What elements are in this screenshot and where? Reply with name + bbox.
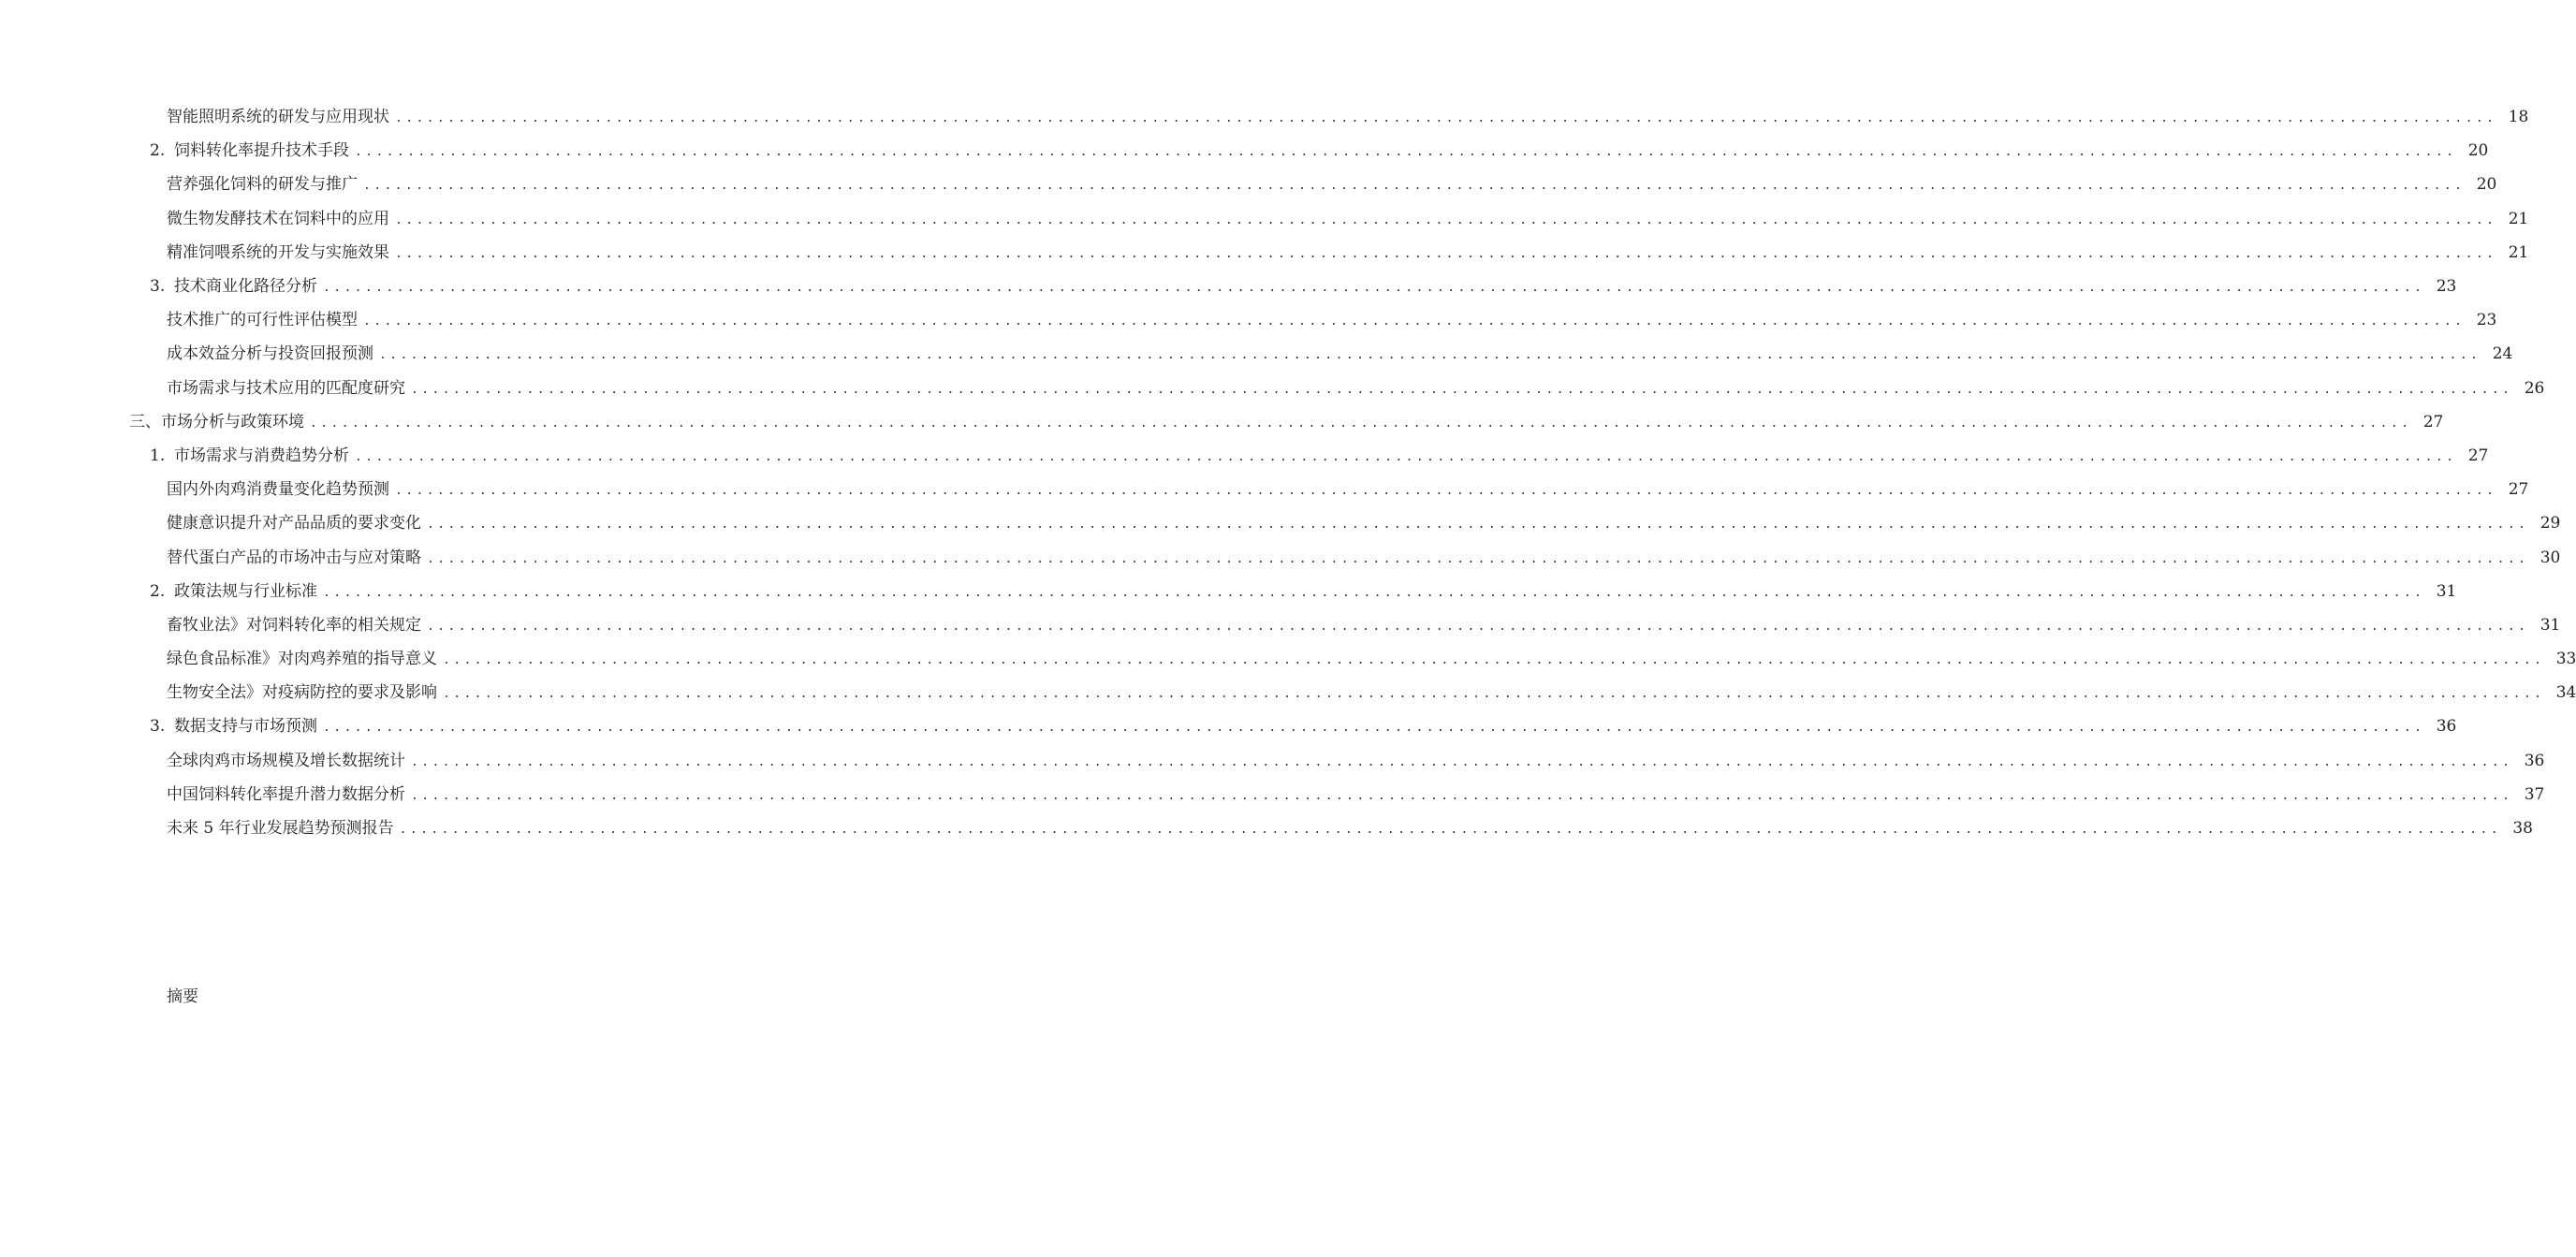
toc-entry-page: 30 xyxy=(2539,548,2561,567)
toc-entry-title xyxy=(167,616,427,635)
toc-entry[interactable] xyxy=(0,439,2489,473)
toc-entry-page: 36 xyxy=(2436,717,2457,737)
toc-entry-title-text: 智能照明系统的研发与应用现状 xyxy=(167,108,389,127)
toc-entry-title xyxy=(167,210,395,228)
toc-entry-title xyxy=(150,717,323,736)
toc-entry-page: 24 xyxy=(2492,344,2513,364)
toc-entry-number: 3. xyxy=(150,277,166,297)
toc-entry[interactable] xyxy=(0,372,2545,405)
dot-leader: ........................................................................................................................................................................................................ xyxy=(443,687,2545,702)
toc-entry-number: 2. xyxy=(150,141,166,161)
toc-entry-page: 29 xyxy=(2539,514,2561,533)
toc-entry-title xyxy=(167,548,427,567)
dot-leader: ........................................................................................................................................................................................................ xyxy=(411,788,2513,803)
toc-entry[interactable] xyxy=(0,744,2545,778)
toc-entry-page: 20 xyxy=(2467,141,2489,161)
toc-entry[interactable] xyxy=(0,473,2529,506)
toc-entry-title xyxy=(167,175,363,194)
toc-entry[interactable] xyxy=(0,134,2489,168)
table-of-contents xyxy=(0,100,2576,845)
toc-entry-title-text: 营养强化饲料的研发与推广 xyxy=(167,175,358,195)
toc-entry[interactable] xyxy=(0,709,2457,743)
toc-entry-title xyxy=(167,108,395,126)
toc-entry[interactable] xyxy=(0,540,2561,574)
toc-entry-page: 26 xyxy=(2524,378,2545,398)
dot-leader: ........................................................................................................................................................................................................ xyxy=(395,246,2497,261)
toc-entry-page: 27 xyxy=(2467,446,2489,465)
toc-entry-page: 31 xyxy=(2539,615,2561,635)
toc-entry-title-text: 健康意识提升对产品品质的要求变化 xyxy=(167,514,421,533)
toc-entry-title-text: 生物安全法》对疫病防控的要求及影响 xyxy=(167,683,437,703)
toc-entry-page: 31 xyxy=(2436,581,2457,601)
dot-leader: ........................................................................................................................................................................................................ xyxy=(323,585,2425,600)
toc-entry-title xyxy=(150,277,323,296)
dot-leader: ........................................................................................................................................................................................................ xyxy=(427,518,2529,533)
toc-entry-title-text: 政策法规与行业标准 xyxy=(174,581,317,601)
toc-entry-page: 33 xyxy=(2555,650,2576,669)
toc-entry-page: 36 xyxy=(2524,751,2545,770)
dot-leader: ........................................................................................................................................................................................................ xyxy=(395,484,2497,499)
toc-entry-title-text: 技术推广的可行性评估模型 xyxy=(167,311,358,330)
toc-entry[interactable] xyxy=(0,202,2529,236)
toc-entry-title xyxy=(167,243,395,262)
toc-entry-title xyxy=(150,582,323,601)
toc-entry[interactable] xyxy=(0,811,2533,845)
toc-entry-title-text: 技术商业化路径分析 xyxy=(174,277,317,297)
toc-entry-title xyxy=(150,446,355,465)
toc-entry-title xyxy=(167,379,411,398)
dot-leader: ........................................................................................................................................................................................................ xyxy=(379,348,2481,363)
dot-leader: ........................................................................................................................................................................................................ xyxy=(355,145,2457,160)
toc-entry-number: 1. xyxy=(150,446,166,465)
toc-entry[interactable] xyxy=(0,676,2576,709)
toc-entry[interactable] xyxy=(0,270,2457,303)
toc-entry-title xyxy=(150,141,355,160)
toc-entry-title-text: 全球肉鸡市场规模及增长数据统计 xyxy=(167,751,405,770)
toc-entry-title xyxy=(167,514,427,533)
toc-entry-title-text: 微生物发酵技术在饲料中的应用 xyxy=(167,209,389,228)
toc-entry-title-text: 市场需求与消费趋势分析 xyxy=(174,446,349,465)
toc-entry[interactable] xyxy=(0,100,2529,134)
toc-entry-title-text: 三、市场分析与政策环境 xyxy=(129,412,304,431)
toc-entry-title-text: 饲料转化率提升技术手段 xyxy=(174,141,349,161)
toc-entry-page: 18 xyxy=(2508,108,2529,127)
toc-entry-title xyxy=(167,819,400,838)
toc-entry-title-text: 绿色食品标准》对肉鸡养殖的指导意义 xyxy=(167,650,437,669)
dot-leader: ........................................................................................................................................................................................................ xyxy=(323,281,2425,296)
toc-entry-title xyxy=(167,480,395,499)
toc-entry-number: 2. xyxy=(150,581,166,601)
toc-entry[interactable] xyxy=(0,778,2545,811)
toc-entry-page: 21 xyxy=(2508,209,2529,228)
toc-entry-page: 23 xyxy=(2436,277,2457,297)
dot-leader: ........................................................................................................................................................................................................ xyxy=(411,382,2513,397)
toc-entry-title-text: 国内外肉鸡消费量变化趋势预测 xyxy=(167,480,389,500)
toc-entry-title xyxy=(167,311,363,329)
dot-leader: ........................................................................................................................................................................................................ xyxy=(443,653,2545,668)
toc-entry[interactable] xyxy=(0,608,2561,642)
toc-entry-page: 20 xyxy=(2476,175,2497,195)
toc-entry-title xyxy=(167,785,411,804)
dot-leader: ........................................................................................................................................................................................................ xyxy=(427,551,2529,566)
dot-leader: ........................................................................................................................................................................................................ xyxy=(363,314,2466,329)
dot-leader: ........................................................................................................................................................................................................ xyxy=(363,179,2466,194)
toc-entry-page: 23 xyxy=(2476,311,2497,330)
toc-entry[interactable] xyxy=(0,337,2513,371)
toc-entry[interactable] xyxy=(0,303,2497,337)
toc-entry-page: 21 xyxy=(2508,242,2529,262)
toc-entry-title xyxy=(167,752,411,770)
dot-leader: ........................................................................................................................................................................................................ xyxy=(399,823,2501,838)
toc-entry-title-text: 市场需求与技术应用的匹配度研究 xyxy=(167,378,405,398)
toc-entry-title-text: 精准饲喂系统的开发与实施效果 xyxy=(167,242,389,262)
toc-entry[interactable] xyxy=(0,236,2529,270)
toc-entry-title xyxy=(167,650,443,668)
dot-leader: ........................................................................................................................................................................................................ xyxy=(310,416,2412,431)
toc-entry-title xyxy=(129,413,310,431)
toc-entry-page: 38 xyxy=(2512,819,2533,839)
toc-entry-title-text: 畜牧业法》对饲料转化率的相关规定 xyxy=(167,615,421,635)
dot-leader: ........................................................................................................................................................................................................ xyxy=(323,721,2425,736)
toc-entry-page: 27 xyxy=(2422,412,2444,431)
dot-leader: ........................................................................................................................................................................................................ xyxy=(411,754,2513,769)
dot-leader: ........................................................................................................................................................................................................ xyxy=(427,619,2529,634)
abstract-heading: 摘要 xyxy=(167,987,198,1006)
dot-leader: ........................................................................................................................................................................................................ xyxy=(395,111,2497,126)
toc-entry-page: 27 xyxy=(2508,480,2529,500)
toc-entry-number: 3. xyxy=(150,717,166,737)
toc-entry-page: 37 xyxy=(2524,784,2545,804)
toc-entry-title-text: 替代蛋白产品的市场冲击与应对策略 xyxy=(167,548,421,567)
toc-entry-title-text: 数据支持与市场预测 xyxy=(174,717,317,737)
toc-entry[interactable] xyxy=(0,506,2561,540)
dot-leader: ........................................................................................................................................................................................................ xyxy=(395,212,2497,227)
dot-leader: ........................................................................................................................................................................................................ xyxy=(355,449,2457,464)
toc-entry-title-text: 成本效益分析与投资回报预测 xyxy=(167,344,373,364)
toc-entry[interactable] xyxy=(0,575,2457,608)
toc-entry-title xyxy=(167,683,443,702)
toc-entry-page: 34 xyxy=(2555,683,2576,703)
toc-entry-title-text: 中国饲料转化率提升潜力数据分析 xyxy=(167,784,405,804)
toc-entry-title xyxy=(167,344,379,363)
toc-entry[interactable] xyxy=(0,168,2497,201)
toc-entry-title-text: 未来 5 年行业发展趋势预测报告 xyxy=(167,819,394,839)
toc-entry[interactable] xyxy=(0,405,2444,439)
toc-entry[interactable] xyxy=(0,642,2576,676)
